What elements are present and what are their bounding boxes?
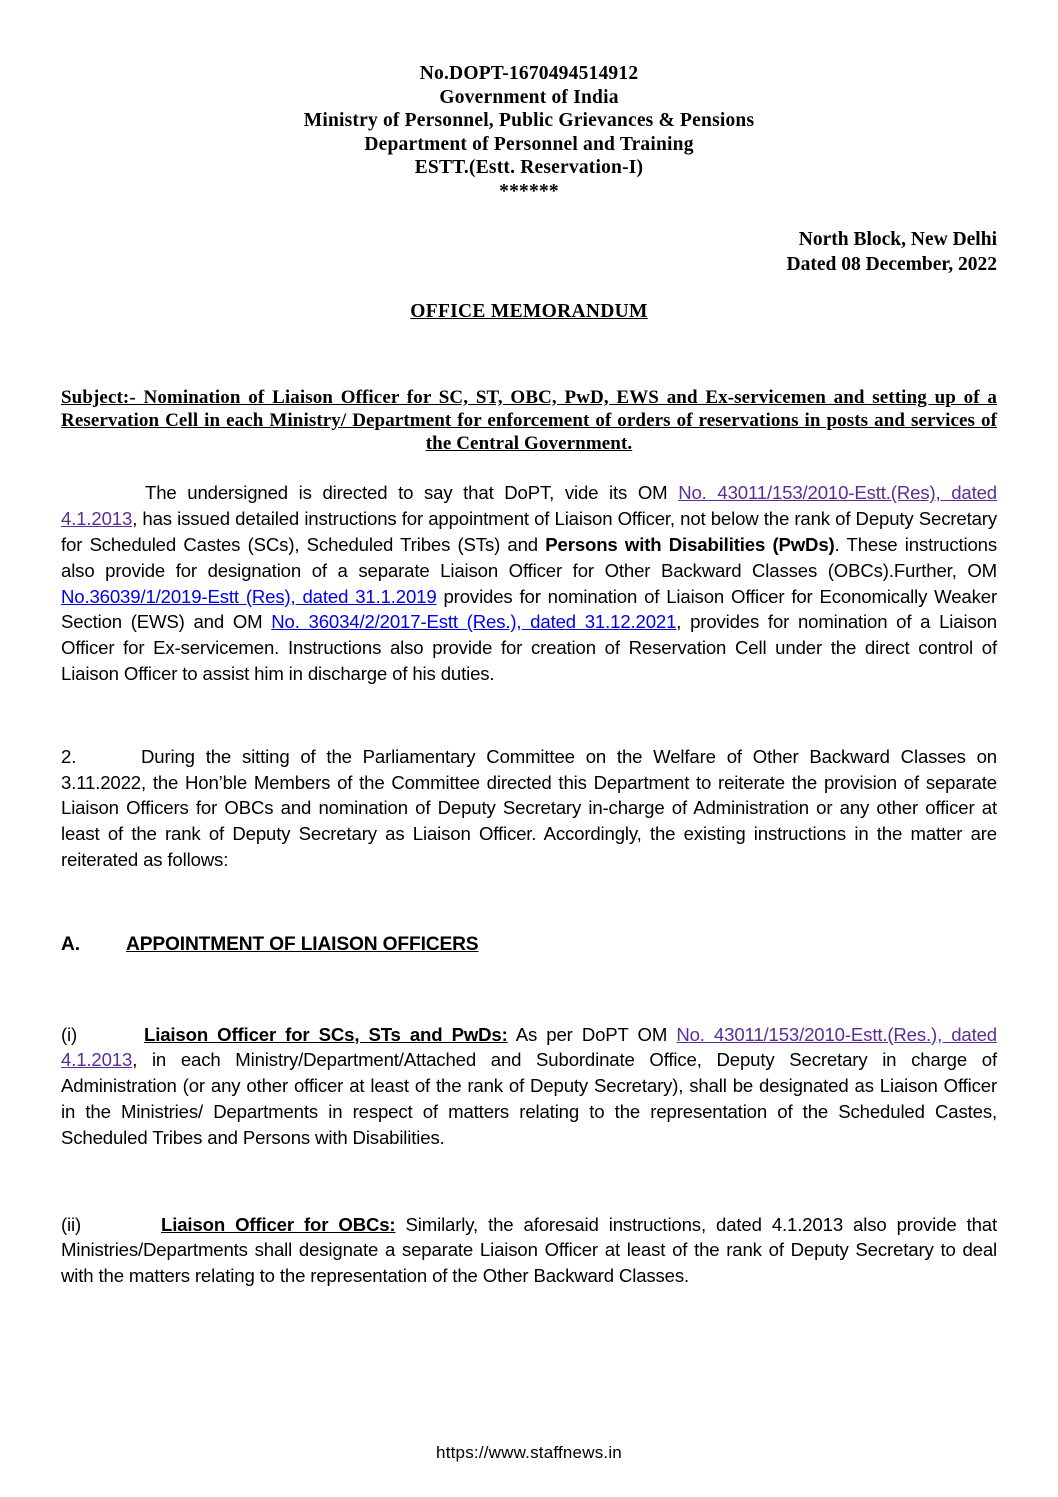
memo-title-text: OFFICE MEMORANDUM	[410, 301, 648, 322]
text-run: provides for nomination of Liaison Officer for Economically Weaker Section (EWS) and OM	[61, 585, 997, 633]
dateline	[61, 228, 997, 277]
text-run: The undersigned is directed to say that DoPT, vide its OM	[145, 482, 679, 504]
memo-title	[61, 301, 997, 323]
om-reference-link[interactable]: No. 43011/153/2010-Estt.(Res), dated 4.1.2013	[61, 482, 997, 530]
text-run: Similarly, the aforesaid instructions, dated 4.1.2013 also provide that Ministries/Departments shall designate a separate Liaison Officer at least of the rank of Deputy Secretary to deal with the matters relating to the representation of the Other Backward Classes.	[61, 1213, 997, 1287]
om-reference-link[interactable]: No. 43011/153/2010-Estt.(Res.), dated 4.1.2013	[61, 1023, 997, 1071]
paragraph-intro	[61, 480, 997, 686]
org-line-division: ESTT.(Estt. Reservation-I)	[414, 157, 644, 178]
lead-in-label: Liaison Officer for OBCs:	[161, 1213, 396, 1235]
paragraph-i-text	[61, 1024, 997, 1148]
text-run: During the sitting of the Parliamentary Committee on the Welfare of Other Backward Classes on 3.11.2022, the Hon’ble Members of the Committee directed this Department to reiterate the provision of separate Liaison Officers for OBCs and nomination of Deputy Secretary in-charge of Administration or any other officer at least of the rank of Deputy Secretary as Liaison Officer. Accordingly, the existing instructions in the matter are reiterated as follows:	[61, 745, 997, 870]
om-reference-link[interactable]: No. 36034/2/2017-Estt (Res.), dated 31.12.2021	[271, 611, 677, 633]
section-a-letter: A.	[61, 933, 80, 955]
section-a-title: APPOINTMENT OF LIAISON OFFICERS	[126, 933, 479, 955]
org-line-country: Government of India	[439, 86, 619, 108]
paragraph-2	[61, 744, 997, 873]
om-reference-link[interactable]: No.36039/1/2019-Estt (Res), dated 31.1.2019	[61, 585, 437, 607]
paragraph-ii	[61, 1212, 997, 1289]
text-run: , in each Ministry/Department/Attached and Subordinate Office, Deputy Secretary in charge of Administration (or any other officer at least of the rank of Deputy Secretary), shall be designated as Liaison Officer in the Ministries/ Departments in respect of matters relating to the representation of the Scheduled Castes, Scheduled Tribes and Persons with Disabilities.	[61, 1049, 997, 1148]
subject-line: Subject:- Nomination of Liaison Officer for SC, ST, OBC, PwD, EWS and Ex-servicemen and setting up of a Reservation Cell in each Ministry/ Department for enforcement of orders of reservations in posts and services of the Central Government.	[61, 387, 997, 454]
text-run: Persons with Disabilities (PwDs)	[545, 533, 835, 555]
letterhead	[61, 0, 997, 203]
paragraph-2-number: 2.	[61, 745, 77, 767]
stars-separator: ******	[499, 180, 559, 202]
text-run: , provides for nomination of a Liaison Officer for Ex-servicemen. Instructions also provide for creation of Reservation Cell under the direct control of Liaison Officer to assist him in discharge of his duties.	[61, 611, 997, 684]
text-run: , has issued detailed instructions for appointment of Liaison Officer, not below the rank of Deputy Secretary for Scheduled Castes (SCs), Scheduled Tribes (STs) and	[61, 508, 997, 555]
paragraph-2-text	[61, 746, 997, 870]
paragraph-i	[61, 1022, 997, 1151]
section-heading-a	[61, 932, 997, 958]
org-line-ministry: Ministry of Personnel, Public Grievances & Pensions	[303, 110, 755, 131]
text-run: As per DoPT OM	[507, 1023, 677, 1045]
text-run: . These instructions also provide for designation of a separate Liaison Officer for Other Backward Classes (OBCs).Further, OM	[61, 533, 997, 581]
file-number: No.DOPT-1670494514912	[419, 63, 639, 84]
paragraph-i-number: (i)	[61, 1023, 78, 1045]
date-line: Dated 08 December, 2022	[786, 253, 997, 275]
paragraph-ii-number: (ii)	[61, 1213, 82, 1235]
org-line-department: Department of Personnel and Training	[364, 133, 694, 155]
footer-source-url: https://www.staffnews.in	[436, 1443, 622, 1462]
paragraph-ii-text	[61, 1214, 997, 1287]
place-line: North Block, New Delhi	[798, 229, 997, 250]
lead-in-label: Liaison Officer for SCs, STs and PwDs:	[144, 1023, 508, 1045]
